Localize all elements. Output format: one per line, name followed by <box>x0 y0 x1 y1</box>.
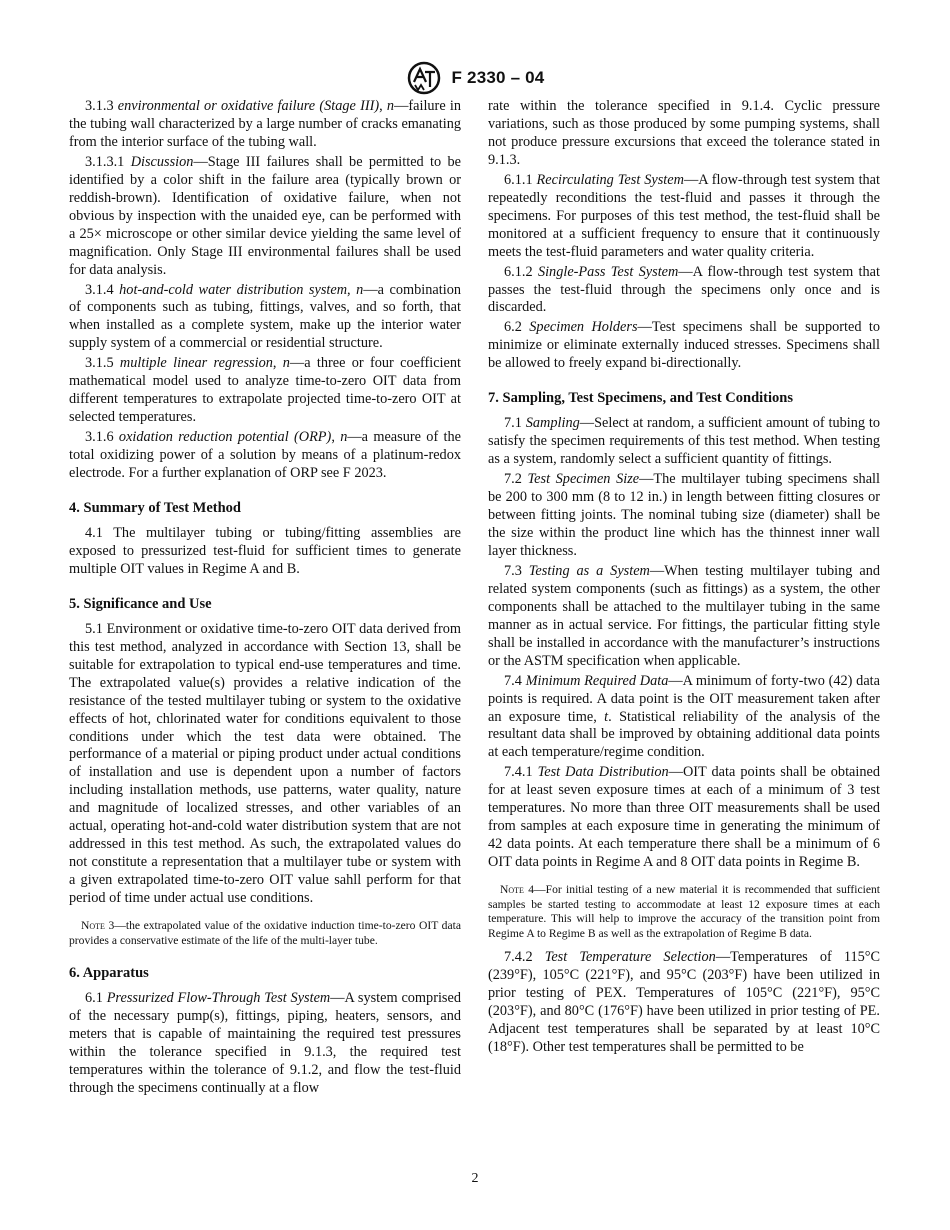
section-heading-6: 6. Apparatus <box>69 965 149 982</box>
paragraph-7-4: 7.4 Minimum Required Data—A minimum of forty-two (42) data points is required. A data point is the OIT measurement taken after an exposure time, t. Statistical reliability of the analysis of the resultant data shall be improved by obtaining additional data points at each temperature/regime condition. <box>488 672 881 761</box>
note-4: Note 4—For initial testing of a new material it is recommended that sufficient samples be started testing to accommodate at least 12 exposure times at each temperature. This will help to improve the accuracy of the transition point from Regime A to Regime B as well as the extrapolation of Regime B data. <box>488 883 880 940</box>
left-column <box>69 98 461 1100</box>
paragraph-7-1: 7.1 Sampling—Select at random, a sufficient amount of tubing to satisfy the specimen requirements of this test method. When testing as a system, randomly select a sufficient quantity of fittings. <box>488 415 881 468</box>
paragraph-3-1-5: 3.1.5 multiple linear regression, n—a three or four coefficient mathematical model used to analyze time-to-zero OIT data from different temperatures to extrapolate projected time-to-zero OIT at selected temperatures. <box>69 355 461 426</box>
paragraph-6-1-2: 6.1.2 Single-Pass Test System—A flow-through test system that passes the test-fluid through the specimens only once and is discarded. <box>488 263 880 316</box>
paragraph-3-1-6: 3.1.6 oxidation reduction potential (ORP), n—a measure of the total oxidizing power of a solution by means of a platinum-redox electrode. For a further explanation of ORP see F 2023. <box>69 429 461 482</box>
document-id: F 2330 – 04 <box>451 68 545 87</box>
note-3: Note 3—the extrapolated value of the oxidative induction time-to-zero OIT data provides a conservative estimate of the life of the multi-layer tube. <box>69 919 461 947</box>
paragraph-6-1-1: 6.1.1 Recirculating Test System—A flow-through test system that repeatedly reconditions the test-fluid and passes it through the specimens. For purposes of this test method, the test-fluid shall be monitored at a sufficient frequency to ensure that it continuously meets the test-fluid parameters and water quality criteria. <box>488 171 881 260</box>
section-heading-5: 5. Significance and Use <box>69 595 212 612</box>
paragraph-7-3: 7.3 Testing as a System—When testing multilayer tubing and related system components (such as fittings) as a system, the other components shall be attached to the multilayer tubing in the same manner as in actual service. For fittings, the particular fitting style shall be installed in accordance with the manufacturer’s instructions or the ASTM specification when applicable. <box>488 562 881 669</box>
section-heading-7: 7. Sampling, Test Specimens, and Test Conditions <box>488 390 793 407</box>
paragraph-3-1-3: 3.1.3 environmental or oxidative failure (Stage III), n—failure in the tubing wall characterized by a large number of cracks emanating from the interior surface of the tubing wall. <box>69 98 461 150</box>
paragraph-5-1: 5.1 Environment or oxidative time-to-zero OIT data derived from this test method, analyzed in accordance with Section 13, shall be suitable for extrapolation to typical end-use temperatures and time. The extrapolated value(s) provides a relative indication of the resistance of the tested multilayer tubing or system to the oxidative effects of hot, chlorinated water for conditions equivalent to those conditions under which the test data were obtained. The performance of a material or piping product under actual conditions of installation and use is dependent upon a number of factors including installation methods, use patterns, water quality, nature and magnitude of localized stresses, and other variables of an actual, operating hot-and-cold water distribution system that are not addressed in this test method. As such, the extrapolated values do not constitute a representation that a multilayer tube or system with a given extrapolated time-to-zero OIT value sahll perform for that period of time under actual use conditions. <box>69 620 461 907</box>
page-number: 2 <box>471 1171 479 1186</box>
right-column <box>488 98 880 1059</box>
page-header <box>0 60 950 96</box>
paragraph-6-1-continued: rate within the tolerance specified in 9.1.4. Cyclic pressure variations, such as those produced by some pumping systems, shall not produce pressure excursions that exceed the tolerance stated in 9.1.3. <box>488 98 880 168</box>
paragraph-7-2: 7.2 Test Specimen Size—The multilayer tubing specimens shall be 200 to 300 mm (8 to 12 in.) in length between fitting closures or between fitting joints. The nominal tubing size (diameter) shall be the size within the product line which has the thinnest inner wall layer thickness. <box>488 471 880 559</box>
paragraph-6-1: 6.1 Pressurized Flow-Through Test System—A system comprised of the necessary pump(s), fittings, piping, heaters, sensors, and meters that is capable of maintaining the required test pressures within the tolerance specified in 9.1.3, the required test temperatures within the tolerance of 9.1.2, and flow the test-fluid through the specimens continually at a flow <box>69 990 461 1096</box>
paragraph-3-1-3-1: 3.1.3.1 Discussion—Stage III failures shall be permitted to be identified by a color shift in the failure area (typically brown or reddish-brown). Identification of oxidative failure, when not obvious by inspection with the unaided eye, can be performed with a 25× microscope or other similar device yielding the same level of magnification. Only Stage III environmental failures shall be used for data analysis. <box>69 153 461 278</box>
paragraph-3-1-4: 3.1.4 hot-and-cold water distribution system, n—a combination of components such as tubing, fittings, valves, and so forth, that when installed as a complete system, make up the interior water supply system of a commercial or residential structure. <box>69 281 461 352</box>
paragraph-6-2: 6.2 Specimen Holders—Test specimens shall be supported to minimize or eliminate externally induced stresses. Specimens shall be allowed to freely expand bi-directionally. <box>488 319 881 372</box>
paragraph-4-1: 4.1 The multilayer tubing or tubing/fitting assemblies are exposed to pressurized test-fluid for sufficient times to generate multiple OIT values in Regime A and B. <box>69 524 461 577</box>
astm-logo-icon <box>406 60 442 96</box>
section-heading-4: 4. Summary of Test Method <box>69 500 241 517</box>
paragraph-7-4-1: 7.4.1 Test Data Distribution—OIT data points shall be obtained for at least seven exposure times at each of a minimum of 3 test temperatures. No more than three OIT measurements shall be used from samples at each exposure time in generating the minimum of 42 data points. At each temperature there shall be a minimum of 6 OIT data points in Regime A and 8 OIT data points in Regime B. <box>488 764 880 871</box>
paragraph-7-4-2: 7.4.2 Test Temperature Selection—Temperatures of 115°C (239°F), 105°C (221°F), and 95°C (203°F) have been utilized in prior testing of PEX. Temperatures of 105°C (221°F), 95°C (203°F), and 80°C (176°F) have been utilized in prior testing of PE. Adjacent test temperatures shall be separated by at least 10°C (18°F). Other test temperatures shall be permitted to be <box>488 949 881 1056</box>
